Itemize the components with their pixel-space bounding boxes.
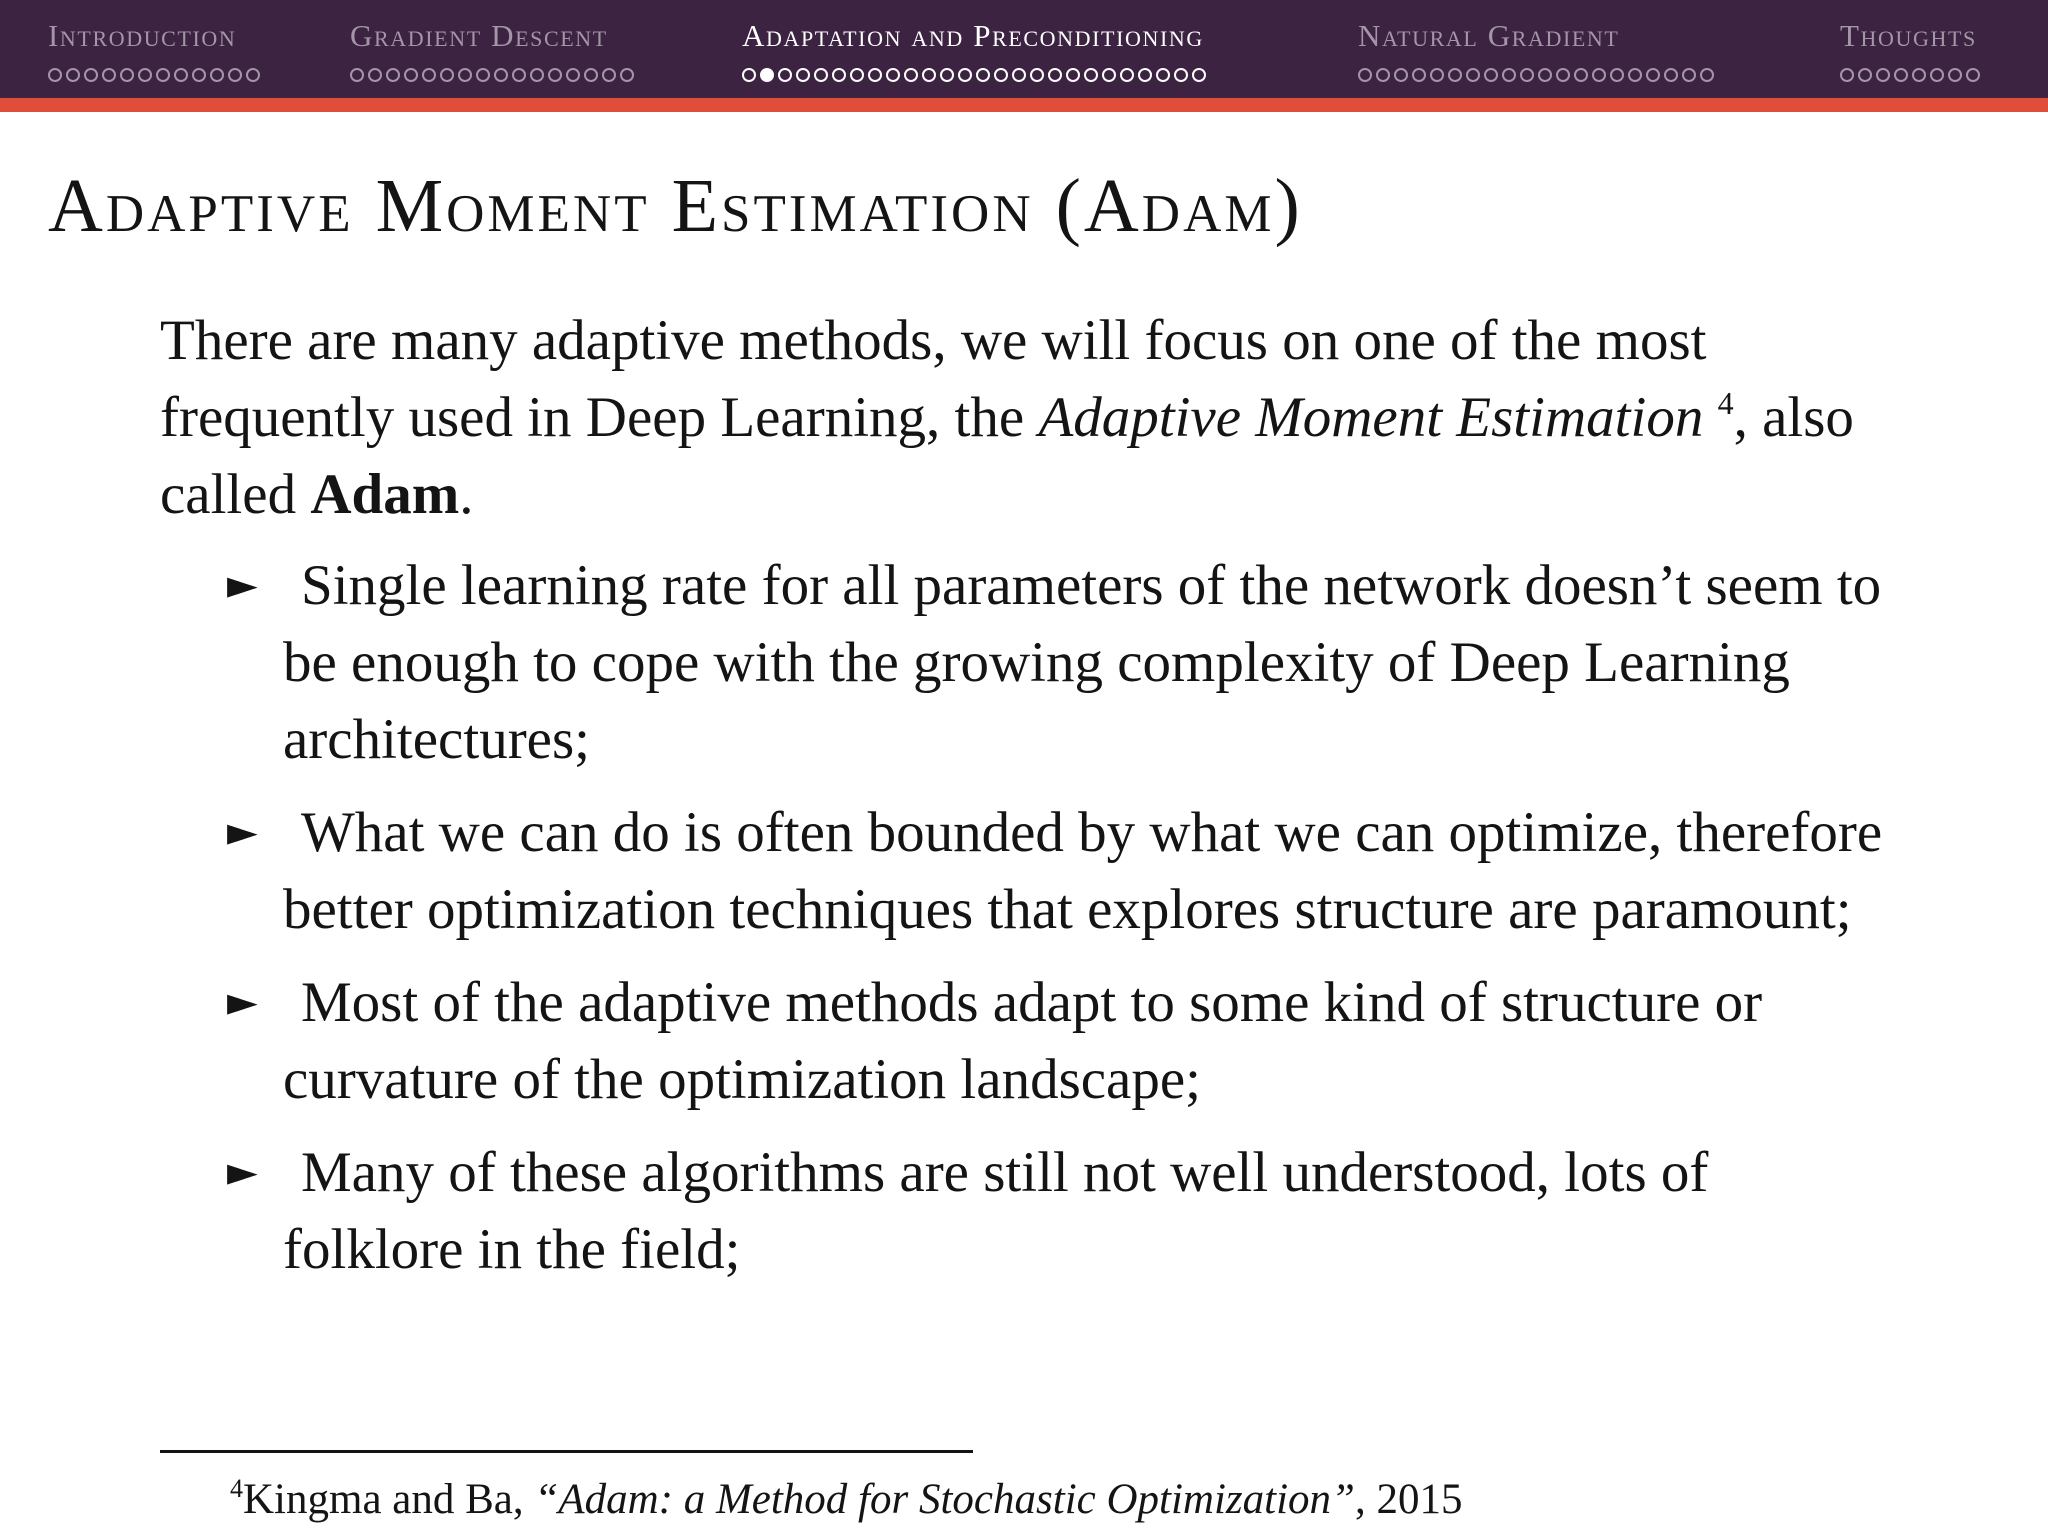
nav-dot[interactable] xyxy=(350,68,364,82)
nav-dot[interactable] xyxy=(1358,68,1372,82)
nav-dot[interactable] xyxy=(1520,68,1534,82)
intro-text-middle: , also called xyxy=(160,386,1854,526)
nav-dot[interactable] xyxy=(1376,68,1390,82)
nav-dot[interactable] xyxy=(602,68,616,82)
nav-dot[interactable] xyxy=(1610,68,1624,82)
bullet-list xyxy=(160,547,1900,1288)
nav-dot[interactable] xyxy=(1574,68,1588,82)
nav-dot[interactable] xyxy=(138,68,152,82)
nav-section-label[interactable]: Natural Gradient xyxy=(1358,18,1620,53)
nav-section-label[interactable]: Gradient Descent xyxy=(350,18,608,53)
nav-dot[interactable] xyxy=(1840,68,1854,82)
nav-progress-dots xyxy=(48,66,260,84)
nav-dot[interactable] xyxy=(1664,68,1678,82)
nav-dot[interactable] xyxy=(1646,68,1660,82)
bullet-text: What we can do is often bounded by what we can optimize, therefore better optimization techniques that explores structure are paramount; xyxy=(283,801,1883,941)
nav-dot[interactable] xyxy=(386,68,400,82)
nav-dot[interactable] xyxy=(1066,68,1080,82)
nav-progress-dots xyxy=(350,66,634,84)
nav-progress-dots xyxy=(742,66,1206,84)
nav-dot[interactable] xyxy=(940,68,954,82)
nav-dot[interactable] xyxy=(1858,68,1872,82)
nav-dot[interactable] xyxy=(1448,68,1462,82)
bullet-item xyxy=(227,794,1900,948)
intro-emphasis: Adaptive Moment Estimation xyxy=(1038,386,1704,449)
nav-dot[interactable] xyxy=(120,68,134,82)
nav-dot[interactable] xyxy=(886,68,900,82)
nav-dot[interactable] xyxy=(1628,68,1642,82)
nav-dot[interactable] xyxy=(84,68,98,82)
footnote-reference[interactable]: 4 xyxy=(1717,385,1734,421)
nav-dot[interactable] xyxy=(512,68,526,82)
nav-dot[interactable] xyxy=(1084,68,1098,82)
nav-dot[interactable] xyxy=(1120,68,1134,82)
nav-dot[interactable] xyxy=(1502,68,1516,82)
nav-dot[interactable] xyxy=(922,68,936,82)
nav-dot[interactable] xyxy=(1156,68,1170,82)
nav-dot[interactable] xyxy=(210,68,224,82)
navbar-accent-line xyxy=(0,98,2048,112)
nav-dot[interactable] xyxy=(1912,68,1926,82)
nav-dot[interactable] xyxy=(102,68,116,82)
nav-dot[interactable] xyxy=(904,68,918,82)
nav-dot[interactable] xyxy=(174,68,188,82)
nav-dot[interactable] xyxy=(814,68,828,82)
nav-dot[interactable] xyxy=(1048,68,1062,82)
nav-dot[interactable] xyxy=(958,68,972,82)
nav-dot[interactable] xyxy=(1466,68,1480,82)
nav-dot[interactable] xyxy=(742,68,756,82)
triangle-bullet-icon: ► xyxy=(227,562,258,608)
slide-title: Adaptive Moment Estimation (Adam) xyxy=(48,164,1303,248)
navigation-bar xyxy=(0,0,2048,98)
triangle-bullet-icon: ► xyxy=(227,809,258,855)
nav-dot[interactable] xyxy=(1700,68,1714,82)
intro-bold-term: Adam xyxy=(310,463,460,526)
footnote-paper-title: “Adam: a Method for Stochastic Optimization” xyxy=(534,1476,1355,1523)
footnote-authors: Kingma and Ba, xyxy=(243,1476,535,1523)
nav-section-label[interactable]: Adaptation and Preconditioning xyxy=(742,18,1204,53)
nav-dot[interactable] xyxy=(1030,68,1044,82)
nav-dot[interactable] xyxy=(1682,68,1696,82)
nav-dot[interactable] xyxy=(868,68,882,82)
nav-dot[interactable] xyxy=(1894,68,1908,82)
nav-section-adaptation-and-preconditioning[interactable] xyxy=(742,20,1206,84)
nav-dot[interactable] xyxy=(584,68,598,82)
intro-text-before: There are many adaptive methods, we will focus on one of the most frequently used in Deep Learning, the xyxy=(160,309,1707,449)
nav-section-introduction[interactable] xyxy=(48,20,260,84)
nav-dot[interactable] xyxy=(476,68,490,82)
nav-progress-dots xyxy=(1840,66,1980,84)
nav-dot[interactable] xyxy=(1876,68,1890,82)
nav-dot[interactable] xyxy=(994,68,1008,82)
bullet-text: Most of the adaptive methods adapt to some kind of structure or curvature of the optimization landscape; xyxy=(283,971,1763,1111)
nav-dot[interactable] xyxy=(494,68,508,82)
nav-dot[interactable] xyxy=(48,68,62,82)
nav-dot[interactable] xyxy=(1592,68,1606,82)
nav-dot[interactable] xyxy=(778,68,792,82)
footnote xyxy=(230,1472,1462,1528)
nav-dot[interactable] xyxy=(404,68,418,82)
nav-dot[interactable] xyxy=(458,68,472,82)
nav-progress-dots xyxy=(1358,66,1714,84)
nav-dot[interactable] xyxy=(548,68,562,82)
nav-dot[interactable] xyxy=(1412,68,1426,82)
nav-section-gradient-descent[interactable] xyxy=(350,20,634,84)
nav-dot[interactable] xyxy=(620,68,634,82)
bullet-item xyxy=(227,964,1900,1118)
bullet-item xyxy=(227,1134,1900,1288)
nav-dot[interactable] xyxy=(1484,68,1498,82)
nav-dot[interactable] xyxy=(1174,68,1188,82)
bullet-text: Single learning rate for all parameters of the network doesn’t seem to be enough to cope with the growing complexity of Deep Learning architectures; xyxy=(283,554,1882,771)
nav-dot[interactable] xyxy=(850,68,864,82)
footnote-divider xyxy=(160,1450,973,1453)
nav-dot[interactable] xyxy=(1930,68,1944,82)
nav-dot[interactable] xyxy=(832,68,846,82)
nav-dot[interactable] xyxy=(1394,68,1408,82)
nav-dot[interactable] xyxy=(368,68,382,82)
footnote-number: 4 xyxy=(230,1474,243,1503)
nav-dot[interactable] xyxy=(1538,68,1552,82)
bullet-item xyxy=(227,547,1900,778)
nav-section-natural-gradient[interactable] xyxy=(1358,20,1714,84)
nav-dot[interactable] xyxy=(192,68,206,82)
nav-section-thoughts[interactable] xyxy=(1840,20,1980,84)
nav-dot-current[interactable] xyxy=(760,68,774,82)
nav-dot[interactable] xyxy=(1192,68,1206,82)
footnote-year: , 2015 xyxy=(1354,1476,1463,1523)
nav-dot[interactable] xyxy=(796,68,810,82)
nav-dot[interactable] xyxy=(566,68,580,82)
nav-dot[interactable] xyxy=(1102,68,1116,82)
nav-dot[interactable] xyxy=(228,68,242,82)
triangle-bullet-icon: ► xyxy=(227,979,258,1025)
nav-dot[interactable] xyxy=(1556,68,1570,82)
nav-section-label[interactable]: Thoughts xyxy=(1840,18,1977,53)
nav-dot[interactable] xyxy=(1012,68,1026,82)
nav-dot[interactable] xyxy=(1430,68,1444,82)
intro-paragraph xyxy=(160,302,1900,533)
nav-dot[interactable] xyxy=(156,68,170,82)
nav-dot[interactable] xyxy=(440,68,454,82)
nav-dot[interactable] xyxy=(246,68,260,82)
triangle-bullet-icon: ► xyxy=(227,1149,258,1195)
slide-body xyxy=(160,302,1900,1304)
nav-dot[interactable] xyxy=(1138,68,1152,82)
nav-dot[interactable] xyxy=(530,68,544,82)
nav-dot[interactable] xyxy=(1948,68,1962,82)
bullet-text: Many of these algorithms are still not well understood, lots of folklore in the field; xyxy=(283,1141,1709,1281)
nav-section-label[interactable]: Introduction xyxy=(48,18,237,53)
nav-dot[interactable] xyxy=(1966,68,1980,82)
nav-dot[interactable] xyxy=(66,68,80,82)
intro-text-after: . xyxy=(459,463,474,526)
nav-dot[interactable] xyxy=(422,68,436,82)
nav-dot[interactable] xyxy=(976,68,990,82)
